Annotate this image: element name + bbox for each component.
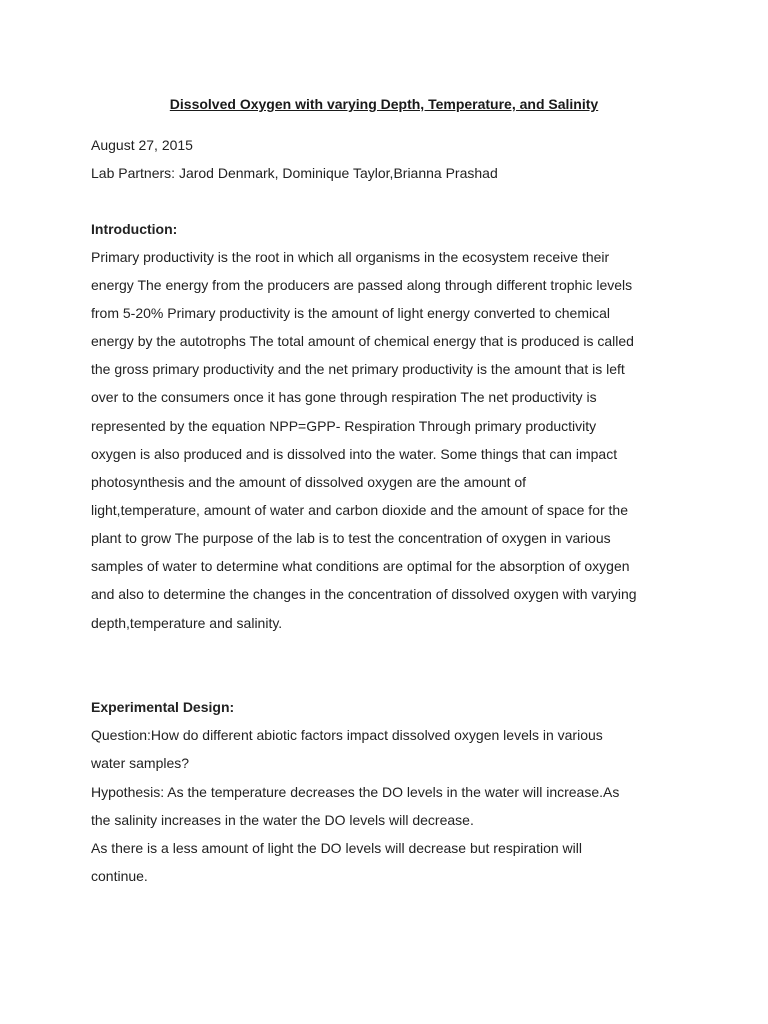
introduction-line: and also to determine the changes in the concentration of dissolved oxygen with varying (91, 586, 637, 602)
introduction-line: energy The energy from the producers are passed along through different trophic levels (91, 277, 633, 293)
introduction-line: energy by the autotrophs The total amount of chemical energy that is produced is called (91, 333, 634, 349)
experimental-design-line: As there is a less amount of light the DO levels will decrease but respiration will (91, 840, 582, 856)
experimental-design-heading: Experimental Design: (91, 699, 235, 715)
introduction-line: over to the consumers once it has gone through respiration The net productivity is (91, 389, 597, 405)
introduction-line: oxygen is also produced and is dissolved into the water. Some things that can impact (91, 446, 618, 462)
experimental-design-line: the salinity increases in the water the DO levels will decrease. (91, 812, 474, 828)
introduction-line: the gross primary productivity and the net primary productivity is the amount that is left (91, 361, 625, 377)
introduction-line: light,temperature, amount of water and carbon dioxide and the amount of space for the (91, 502, 628, 518)
lab-partners: Lab Partners: Jarod Denmark, Dominique Taylor,Brianna Prashad (91, 165, 498, 181)
experimental-design-line: continue. (91, 868, 148, 884)
introduction-line: represented by the equation NPP=GPP- Respiration Through primary productivity (91, 418, 597, 434)
document-date: August 27, 2015 (91, 137, 193, 153)
introduction-heading: Introduction: (91, 221, 178, 237)
introduction-line: plant to grow The purpose of the lab is to test the concentration of oxygen in various (91, 530, 611, 546)
introduction-line: photosynthesis and the amount of dissolved oxygen are the amount of (91, 474, 527, 490)
experimental-design-line: water samples? (91, 755, 190, 771)
experimental-design-line: Hypothesis: As the temperature decreases the DO levels in the water will increase.As (91, 784, 620, 800)
document-title: Dissolved Oxygen with varying Depth, Temperature, and Salinity (169, 96, 599, 112)
introduction-line: samples of water to determine what conditions are optimal for the absorption of oxygen (91, 558, 630, 574)
introduction-line: depth,temperature and salinity. (91, 615, 283, 631)
introduction-line: from 5-20% Primary productivity is the amount of light energy converted to chemical (91, 305, 611, 321)
introduction-line: Primary productivity is the root in which all organisms in the ecosystem receive their (91, 249, 610, 265)
experimental-design-line: Question:How do different abiotic factors impact dissolved oxygen levels in various (91, 727, 603, 743)
